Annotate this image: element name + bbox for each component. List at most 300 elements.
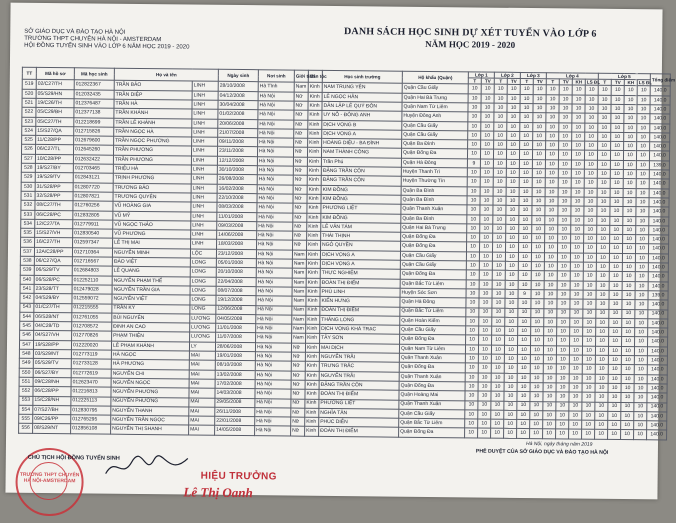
cell-score: 10 <box>480 215 493 224</box>
cell-score: 10 <box>493 187 506 196</box>
cell-score: 10 <box>622 290 635 299</box>
cell-score: 10 <box>582 346 595 355</box>
student-table <box>18 67 676 440</box>
cell-score: 10 <box>557 262 570 271</box>
col-header: Giới tính <box>294 70 308 83</box>
cell-score: 10 <box>583 299 596 308</box>
cell-dob: 22/01/2008 <box>215 416 255 426</box>
cell-total: 140.0 <box>649 198 669 208</box>
cell-score: 10 <box>544 252 557 261</box>
cell-district: Quận Đống Đa <box>400 335 466 345</box>
cell-score: 10 <box>494 140 507 149</box>
cell-score: 10 <box>517 420 530 429</box>
cell-score: 10 <box>492 336 505 345</box>
cell-score: 10 <box>517 392 530 401</box>
cell-score: 10 <box>569 401 582 410</box>
cell-tt: 537 <box>20 247 34 256</box>
cell-score: 10 <box>467 233 480 242</box>
cell-score: 10 <box>465 419 478 428</box>
cell-score: 10 <box>571 206 584 215</box>
cell-score: 10 <box>570 318 583 327</box>
org-line: HỘI ĐỒNG TUYỂN SINH VÀO LỚP 6 NĂM HỌC 2019 - 2020 <box>24 42 190 51</box>
cell-score: 10 <box>517 401 530 410</box>
cell-dob: 28/10/2008 <box>218 82 258 92</box>
cell-first: LONG <box>190 258 216 268</box>
cell-score: 10 <box>517 382 530 391</box>
col-header: Học sinh trường <box>322 70 402 83</box>
cell-score: 10 <box>545 187 558 196</box>
cell-code: 04/S29/BY <box>34 294 72 304</box>
organization-header <box>24 29 190 52</box>
cell-first: MAI <box>189 351 215 361</box>
cell-score: 10 <box>610 169 623 178</box>
cell-score: 10 <box>518 243 531 252</box>
cell-score: 10 <box>559 104 572 113</box>
cell-score: 10 <box>559 132 572 141</box>
cell-score: 10 <box>622 272 635 281</box>
cell-score: 10 <box>478 354 491 363</box>
cell-score: 10 <box>494 112 507 121</box>
cell-place: Hà Nội <box>257 194 293 204</box>
cell-score: 10 <box>504 382 517 391</box>
cell-score: 10 <box>596 253 609 262</box>
cell-dob: 22/10/2008 <box>217 193 257 203</box>
cell-score: 10 <box>634 393 647 402</box>
cell-score: 10 <box>506 224 519 233</box>
cell-place: Hà Nội <box>257 231 293 241</box>
cell-eth: Kinh <box>305 362 319 371</box>
cell-tt: 539 <box>20 266 34 275</box>
cell-score: 10 <box>583 290 596 299</box>
cell-score: 10 <box>519 215 532 224</box>
cell-score: 10 <box>584 151 597 160</box>
cell-total: 140.0 <box>649 226 669 236</box>
cell-score: 10 <box>531 290 544 299</box>
cell-last: PHẠM THIỆN <box>112 332 190 342</box>
cell-score: 10 <box>634 365 647 374</box>
cell-score: 10 <box>569 355 582 364</box>
cell-place: Hà Nội <box>257 240 293 250</box>
cell-total: 140.0 <box>648 281 668 291</box>
cell-tt: 550 <box>19 368 33 377</box>
cell-score: 10 <box>546 132 559 141</box>
cell-score: 10 <box>491 391 504 400</box>
cell-score: 10 <box>559 95 572 104</box>
cell-score: 10 <box>622 309 635 318</box>
cell-score: 10 <box>506 178 519 187</box>
cell-school: KIM ĐỒNG <box>321 213 401 223</box>
cell-score: 10 <box>492 289 505 298</box>
cell-id: 012597347 <box>73 238 113 248</box>
cell-score: 10 <box>609 337 622 346</box>
cell-score: 10 <box>570 253 583 262</box>
subject-header: LS ĐL <box>586 79 601 85</box>
cell-first: LƯƠNG <box>190 332 216 342</box>
cell-sex: Nữ <box>293 231 307 240</box>
cell-eth: Kinh <box>307 194 321 203</box>
cell-code: 12A/C28/PP <box>34 247 72 257</box>
cell-score: 10 <box>506 150 519 159</box>
cell-first: LINH <box>192 137 218 147</box>
cell-score: 10 <box>610 197 623 206</box>
cell-code: 08/C27/TH <box>35 201 73 211</box>
cell-code: 06/C27/QA <box>34 256 72 266</box>
cell-place: Hà Nội <box>258 110 294 120</box>
cell-code: 09/C28/NH <box>33 377 71 387</box>
cell-school: NGHĨA TÂN <box>319 408 399 418</box>
cell-score: 10 <box>597 151 610 160</box>
cell-score: 10 <box>609 272 622 281</box>
cell-score: 10 <box>466 317 479 326</box>
cell-sex: Nữ <box>291 352 305 361</box>
cell-score: 10 <box>504 401 517 410</box>
cell-total: 140.0 <box>650 151 670 161</box>
cell-score: 10 <box>570 290 583 299</box>
cell-eth: Kinh <box>306 334 320 343</box>
cell-place: Hà Nội <box>257 166 293 176</box>
cell-first: LINH <box>191 184 217 194</box>
cell-last: NGUYỄN THANH <box>111 406 189 416</box>
cell-eth: Kinh <box>307 241 321 250</box>
cell-score: 10 <box>504 354 517 363</box>
cell-eth: Kinh <box>308 138 322 147</box>
cell-score: 10 <box>544 280 557 289</box>
cell-score: 10 <box>597 244 610 253</box>
cell-score: 10 <box>595 420 608 429</box>
cell-dob: 17/02/2008 <box>215 379 255 389</box>
cell-score: 10 <box>582 355 595 364</box>
cell-code: 07/S27/BH <box>33 405 71 415</box>
cell-score: 10 <box>532 224 545 233</box>
cell-dob: 11/07/2008 <box>216 333 256 343</box>
subject-header: T <box>468 78 481 84</box>
cell-first: MAI <box>189 407 215 417</box>
cell-score: 10 <box>532 197 545 206</box>
cell-score: 10 <box>623 188 636 197</box>
cell-dob: 12/12/2008 <box>217 156 257 166</box>
cell-tt: 536 <box>21 238 35 247</box>
cell-score: 10 <box>507 85 520 94</box>
subject-header: TV <box>533 79 546 85</box>
cell-sex: Nữ <box>293 185 307 194</box>
cell-tt: 538 <box>20 256 34 265</box>
cell-district: Quận Hoàn Kiếm <box>400 316 466 326</box>
cell-school: DỊCH VỌNG KHÁ TRẠC <box>320 324 400 334</box>
cell-score: 10 <box>622 253 635 262</box>
cell-score: 10 <box>558 225 571 234</box>
cell-score: 10 <box>532 206 545 215</box>
cell-score: 10 <box>596 281 609 290</box>
cell-place: Hà Nội <box>258 119 294 129</box>
cell-score: 10 <box>479 261 492 270</box>
cell-score: 10 <box>519 196 532 205</box>
cell-id: 012632422 <box>73 155 113 165</box>
cell-score: 10 <box>531 271 544 280</box>
cell-score: 10 <box>572 141 585 150</box>
cell-dob: 04/12/2008 <box>218 91 258 101</box>
cell-score: 10 <box>478 410 491 419</box>
cell-score: 10 <box>611 86 624 95</box>
subject-header: TV <box>611 80 624 86</box>
cell-score: 10 <box>610 225 623 234</box>
cell-tt: 547 <box>19 340 33 349</box>
cell-place: Hà Nội <box>257 222 293 232</box>
cell-total: 140.0 <box>647 347 667 357</box>
cell-tt: 521 <box>22 98 36 107</box>
cell-id: 012703465 <box>73 164 113 174</box>
cell-score: 10 <box>572 104 585 113</box>
cell-score: 10 <box>530 410 543 419</box>
cell-score: 10 <box>478 373 491 382</box>
cell-score: 10 <box>545 215 558 224</box>
cell-school: KIM ĐỒNG <box>321 185 401 195</box>
cell-sex: Nam <box>293 288 305 295</box>
cell-school: LÊ VĂN TÁM <box>321 222 401 232</box>
cell-score: 10 <box>557 336 570 345</box>
table-body <box>19 80 671 440</box>
cell-first: LINH <box>191 212 217 222</box>
cell-score: 10 <box>491 345 504 354</box>
cell-score: 10 <box>556 346 569 355</box>
cell-tt: 551 <box>19 377 33 386</box>
cell-tt: 534 <box>21 219 35 228</box>
cell-id: 012733128 <box>71 359 111 369</box>
cell-sex: Nữ <box>294 110 308 119</box>
cell-score: 10 <box>611 142 624 151</box>
cell-code: 06/S28/PC <box>34 275 72 285</box>
cell-score: 10 <box>596 290 609 299</box>
cell-id: 012779911 <box>73 220 113 230</box>
cell-eth: Kinh <box>305 343 319 352</box>
cell-district: Quận Bắc Từ Liêm <box>400 307 466 317</box>
cell-district: Quận Thanh Xuân <box>399 400 465 410</box>
cell-school: THỰC NGHIỆM <box>320 269 400 279</box>
cell-code: 02/C27/TH <box>36 80 74 90</box>
cell-score: 10 <box>492 243 505 252</box>
cell-score: 10 <box>571 216 584 225</box>
cell-total: 140.0 <box>649 244 669 254</box>
cell-score: 10 <box>531 280 544 289</box>
cell-score: 10 <box>530 392 543 401</box>
cell-score: 10 <box>507 131 520 140</box>
cell-score: 10 <box>624 123 637 132</box>
cell-tt: 556 <box>19 424 33 433</box>
cell-code: 01/C27/TH <box>34 303 72 313</box>
cell-score: 10 <box>480 224 493 233</box>
council-chair-label: CHỦ TỊCH HỘI ĐỒNG TUYỂN SINH <box>27 454 120 462</box>
cell-score: 10 <box>621 346 634 355</box>
cell-score: 10 <box>531 336 544 345</box>
cell-first: MAI <box>189 425 215 435</box>
cell-score: 10 <box>479 242 492 251</box>
cell-id: 012761055 <box>72 313 112 323</box>
cell-total: 140.0 <box>650 86 670 96</box>
cell-first: LINH <box>192 100 218 110</box>
cell-first: MAI <box>189 416 215 426</box>
cell-sex: Nữ <box>294 129 308 138</box>
cell-score: 10 <box>571 225 584 234</box>
cell-score: 10 <box>517 373 530 382</box>
cell-score: 10 <box>520 113 533 122</box>
cell-score: 10 <box>582 402 595 411</box>
cell-score: 10 <box>480 168 493 177</box>
cell-score: 10 <box>571 160 584 169</box>
cell-place: Hà Nội <box>256 296 292 306</box>
cell-id: 012479028 <box>72 285 112 295</box>
cell-score: 10 <box>557 299 570 308</box>
cell-score: 10 <box>493 233 506 242</box>
cell-score: 10 <box>624 132 637 141</box>
cell-id: 012830795 <box>71 406 111 416</box>
cell-school: ĐOÀN THỊ ĐIỂM <box>319 390 399 400</box>
cell-score: 10 <box>558 206 571 215</box>
cell-id: 012772619 <box>71 368 111 378</box>
cell-code: 04/S27/VH <box>34 331 72 341</box>
cell-total: 140.0 <box>647 374 667 384</box>
cell-place: Hà Nội <box>255 398 291 408</box>
cell-score: 10 <box>634 374 647 383</box>
cell-district: Quận Cầu Giấy <box>400 325 466 335</box>
cell-score: 10 <box>480 159 493 168</box>
cell-score: 10 <box>518 280 531 289</box>
cell-score: 10 <box>465 382 478 391</box>
cell-total: 140.0 <box>648 328 668 338</box>
cell-score: 10 <box>492 280 505 289</box>
cell-score: 10 <box>597 179 610 188</box>
cell-score: 10 <box>571 150 584 159</box>
cell-district: Quận Cầu Giấy <box>402 130 468 140</box>
cell-score: 10 <box>491 410 504 419</box>
cell-score: 10 <box>582 411 595 420</box>
cell-score: 10 <box>479 326 492 335</box>
cell-place: Hà Nội <box>255 352 291 362</box>
cell-score: 10 <box>634 421 647 430</box>
cell-last: TRƯƠNG BẢO <box>113 183 191 193</box>
cell-sex: Nữ <box>291 380 305 389</box>
cell-eth: Kinh <box>306 269 320 278</box>
cell-district: Quận Ba Đình <box>401 195 467 205</box>
cell-place: Hà Nội <box>256 259 292 269</box>
cell-score: 10 <box>569 374 582 383</box>
cell-eth: Kinh <box>305 352 319 361</box>
cell-total: 140.0 <box>650 105 670 115</box>
cell-id: 012807720 <box>73 182 113 192</box>
cell-score: 10 <box>465 428 478 437</box>
cell-sex: Nam <box>293 260 305 267</box>
subject-header: TV <box>481 78 494 84</box>
cell-dob: 21/07/2008 <box>218 128 258 138</box>
cell-tt: 543 <box>20 303 34 312</box>
cell-district: Quận Ba Đình <box>402 139 468 149</box>
cell-score: 10 <box>569 429 582 438</box>
cell-score: 9 <box>467 159 480 168</box>
cell-score: 10 <box>624 86 637 95</box>
cell-score: 10 <box>491 429 504 438</box>
cell-tt: 555 <box>19 414 33 423</box>
subject-header: LS ĐL <box>638 80 653 86</box>
cell-score: 10 <box>570 281 583 290</box>
cell-place: Hà Nội <box>257 156 293 166</box>
cell-score: 10 <box>506 233 519 242</box>
cell-score: 10 <box>505 261 518 270</box>
cell-eth: Kinh <box>305 380 319 389</box>
cell-score: 10 <box>465 345 478 354</box>
cell-school: ĐẶNG TRẦN CÔN <box>321 176 401 186</box>
cell-score: 10 <box>569 364 582 373</box>
org-line: TRƯỜNG THPT CHUYÊN HÀ NỘI - AMSTERDAM <box>24 35 162 44</box>
cell-score: 10 <box>530 382 543 391</box>
cell-score: 10 <box>558 160 571 169</box>
cell-eth: Kinh <box>307 148 321 157</box>
cell-district: Quận Bắc Từ Liêm <box>399 418 465 428</box>
cell-score: 10 <box>531 308 544 317</box>
cell-tt: 533 <box>21 210 35 219</box>
cell-code: 05/S29/TV <box>33 359 71 369</box>
col-header: Lớp 5 <box>598 73 650 80</box>
cell-school: PHƯƠNG LIỆT <box>319 399 399 409</box>
cell-score: 10 <box>493 178 506 187</box>
cell-code: 19/S27/BY <box>35 163 73 173</box>
cell-school: DỊCH VỌNG A <box>322 129 402 139</box>
cell-score: 10 <box>585 104 598 113</box>
cell-school: DỊCH VỌNG A <box>320 250 400 260</box>
cell-score: 10 <box>479 308 492 317</box>
cell-first: LINH <box>192 109 218 119</box>
cell-score: 10 <box>531 252 544 261</box>
cell-score: 10 <box>608 346 621 355</box>
cell-score: 10 <box>478 363 491 372</box>
cell-score: 10 <box>598 132 611 141</box>
cell-score: 10 <box>610 244 623 253</box>
cell-score: 10 <box>556 401 569 410</box>
cell-total: 140.0 <box>647 430 667 440</box>
cell-code: 09/C26/PP <box>33 414 71 424</box>
cell-eth: Kinh <box>307 166 321 175</box>
cell-code: 08/S29/NT <box>33 424 71 434</box>
cell-score: 10 <box>543 355 556 364</box>
cell-score: 10 <box>494 85 507 94</box>
cell-last: TRẦN NGỌC PHƯƠNG <box>114 136 192 146</box>
cell-dob: 26/11/2008 <box>215 407 255 417</box>
cell-score: 10 <box>635 337 648 346</box>
cell-score: 10 <box>636 207 649 216</box>
cell-id: 012559072 <box>72 294 112 304</box>
cell-score: 10 <box>623 151 636 160</box>
cell-score: 10 <box>571 197 584 206</box>
cell-place: Hà Nội <box>256 268 292 278</box>
cell-score: 10 <box>636 235 649 244</box>
cell-last: NGUYỄN MINH <box>112 248 190 258</box>
cell-score: 10 <box>544 308 557 317</box>
cell-score: 10 <box>569 392 582 401</box>
cell-last: NGUYỄN PHƯƠNG <box>111 387 189 397</box>
cell-score: 10 <box>584 169 597 178</box>
cell-school: NGUYỄN TRÃI <box>319 371 399 381</box>
cell-last: TRẦN KỲ <box>112 304 190 314</box>
cell-score: 10 <box>545 159 558 168</box>
cell-code: 06/S29/TV <box>34 266 72 276</box>
cell-sex: Nữ <box>291 371 305 380</box>
cell-score: 10 <box>467 177 480 186</box>
cell-score: 10 <box>480 233 493 242</box>
cell-place: Hà Nội <box>258 129 294 139</box>
cell-score: 10 <box>570 243 583 252</box>
cell-score: 10 <box>468 121 481 130</box>
cell-score: 10 <box>533 94 546 103</box>
cell-eth: Kinh <box>307 213 321 222</box>
cell-tt: 542 <box>20 293 34 302</box>
cell-score: 10 <box>622 337 635 346</box>
